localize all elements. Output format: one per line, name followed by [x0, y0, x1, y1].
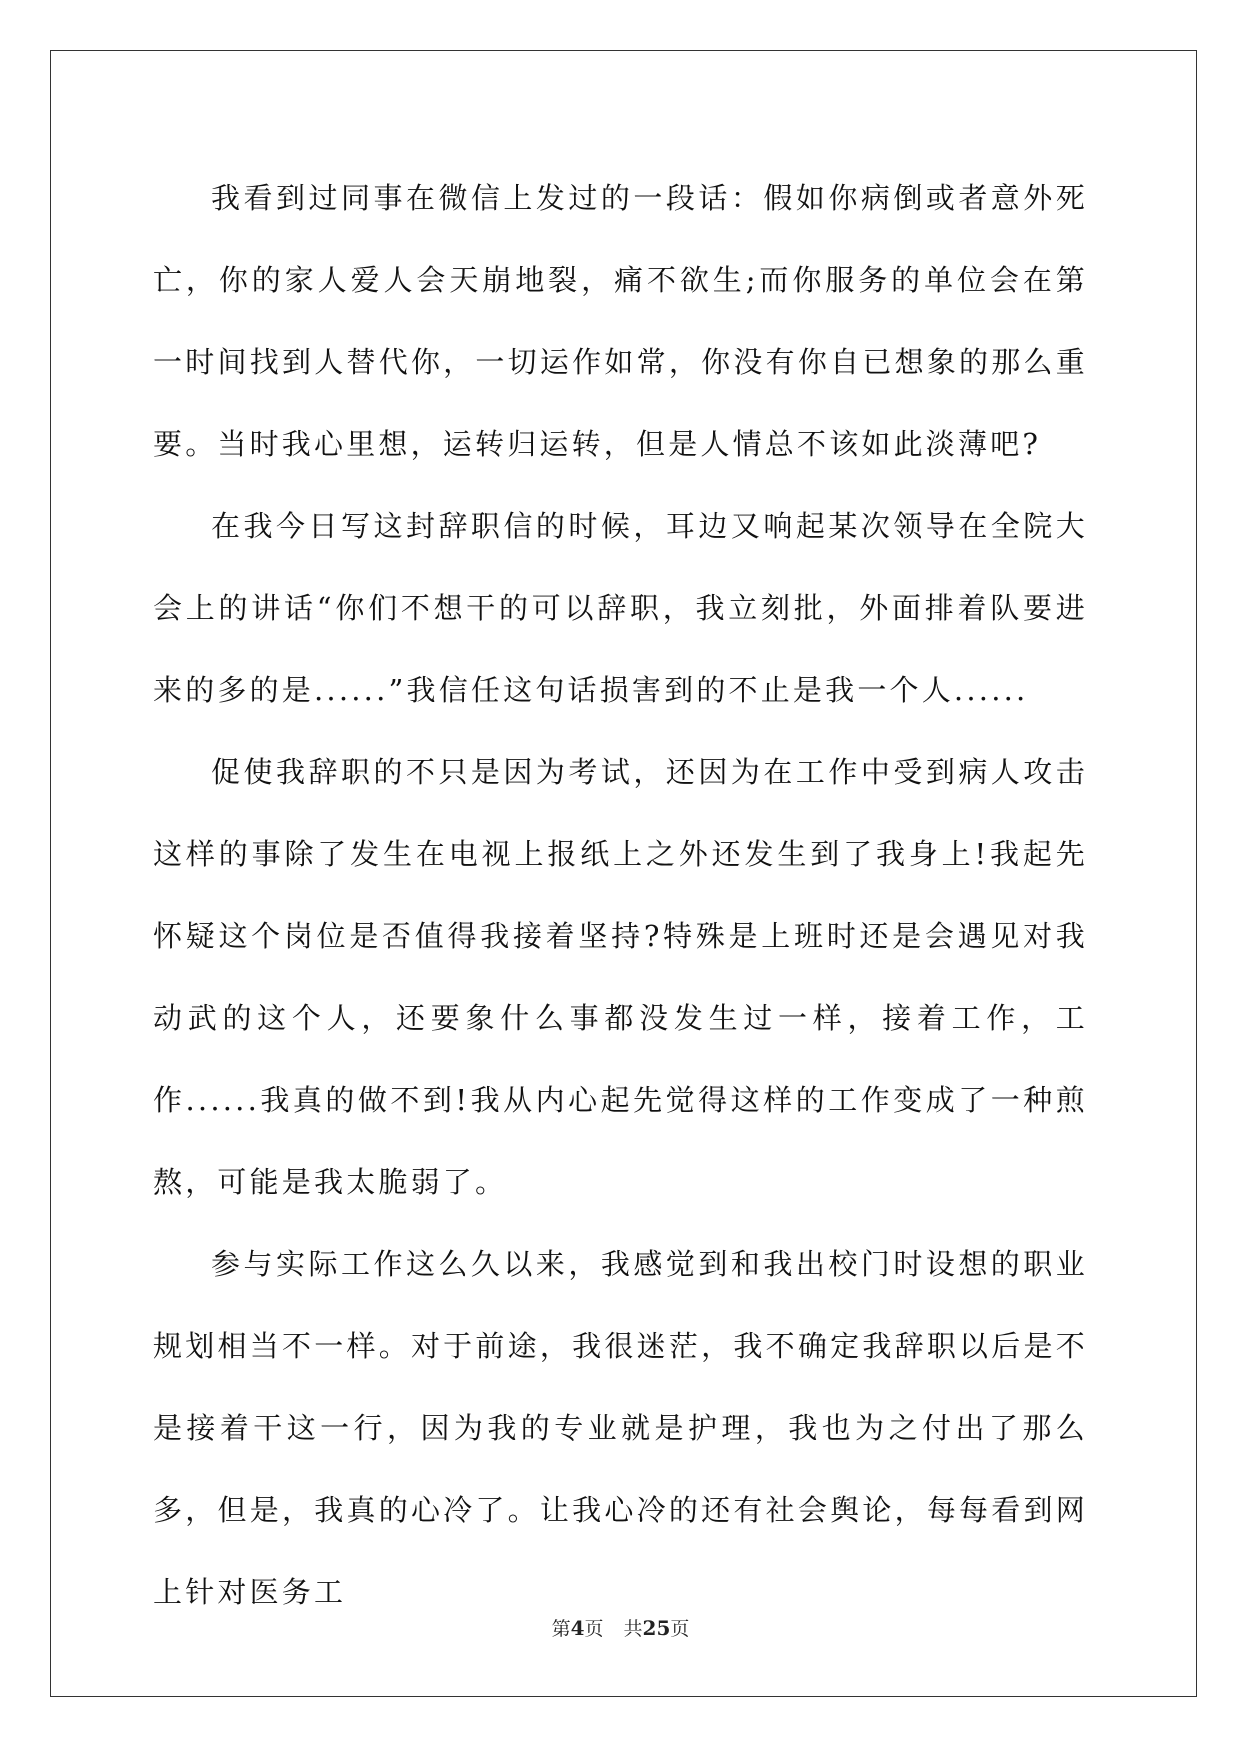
- paragraph-1: 我看到过同事在微信上发过的一段话：假如你病倒或者意外死亡，你的家人爱人会天崩地裂，痛不欲生;而你服务的单位会在第一时间找到人替代你，一切运作如常，你没有你自已想象的那么重要。当时我心里想，运转归运转，但是人情总不该如此淡薄吧?: [153, 181, 1088, 461]
- page-footer: [0, 1614, 1241, 1641]
- document-body: [153, 157, 1088, 1633]
- page-prefix: 第: [551, 1618, 571, 1640]
- total-unit: 页: [670, 1618, 690, 1640]
- total-page-number: 25: [642, 1616, 671, 1640]
- current-page-number: 4: [570, 1616, 585, 1640]
- paragraph-3: 促使我辞职的不只是因为考试，还因为在工作中受到病人攻击这样的事除了发生在电视上报纸上之外还发生到了我身上!我起先怀疑这个岗位是否值得我接着坚持?特殊是上班时还是会遇见对我动武的这个人，还要象什么事都没发生过一样，接着工作，工作......我真的做不到!我从内心起先觉得这样的工作变成了一种煎熬，可能是我太脆弱了。: [153, 755, 1088, 1199]
- total-prefix: 共: [623, 1618, 643, 1640]
- page-unit: 页: [584, 1618, 604, 1640]
- paragraph-2: 在我今日写这封辞职信的时候，耳边又响起某次领导在全院大会上的讲话“你们不想干的可以辞职，我立刻批，外面排着队要进来的多的是......”我信任这句话损害到的不止是我一个人......: [153, 509, 1088, 707]
- paragraph-4: 参与实际工作这么久以来，我感觉到和我出校门时设想的职业规划相当不一样。对于前途，我很迷茫，我不确定我辞职以后是不是接着干这一行，因为我的专业就是护理，我也为之付出了那么多，但是，我真的心冷了。让我心冷的还有社会舆论，每每看到网上针对医务工: [153, 1247, 1088, 1609]
